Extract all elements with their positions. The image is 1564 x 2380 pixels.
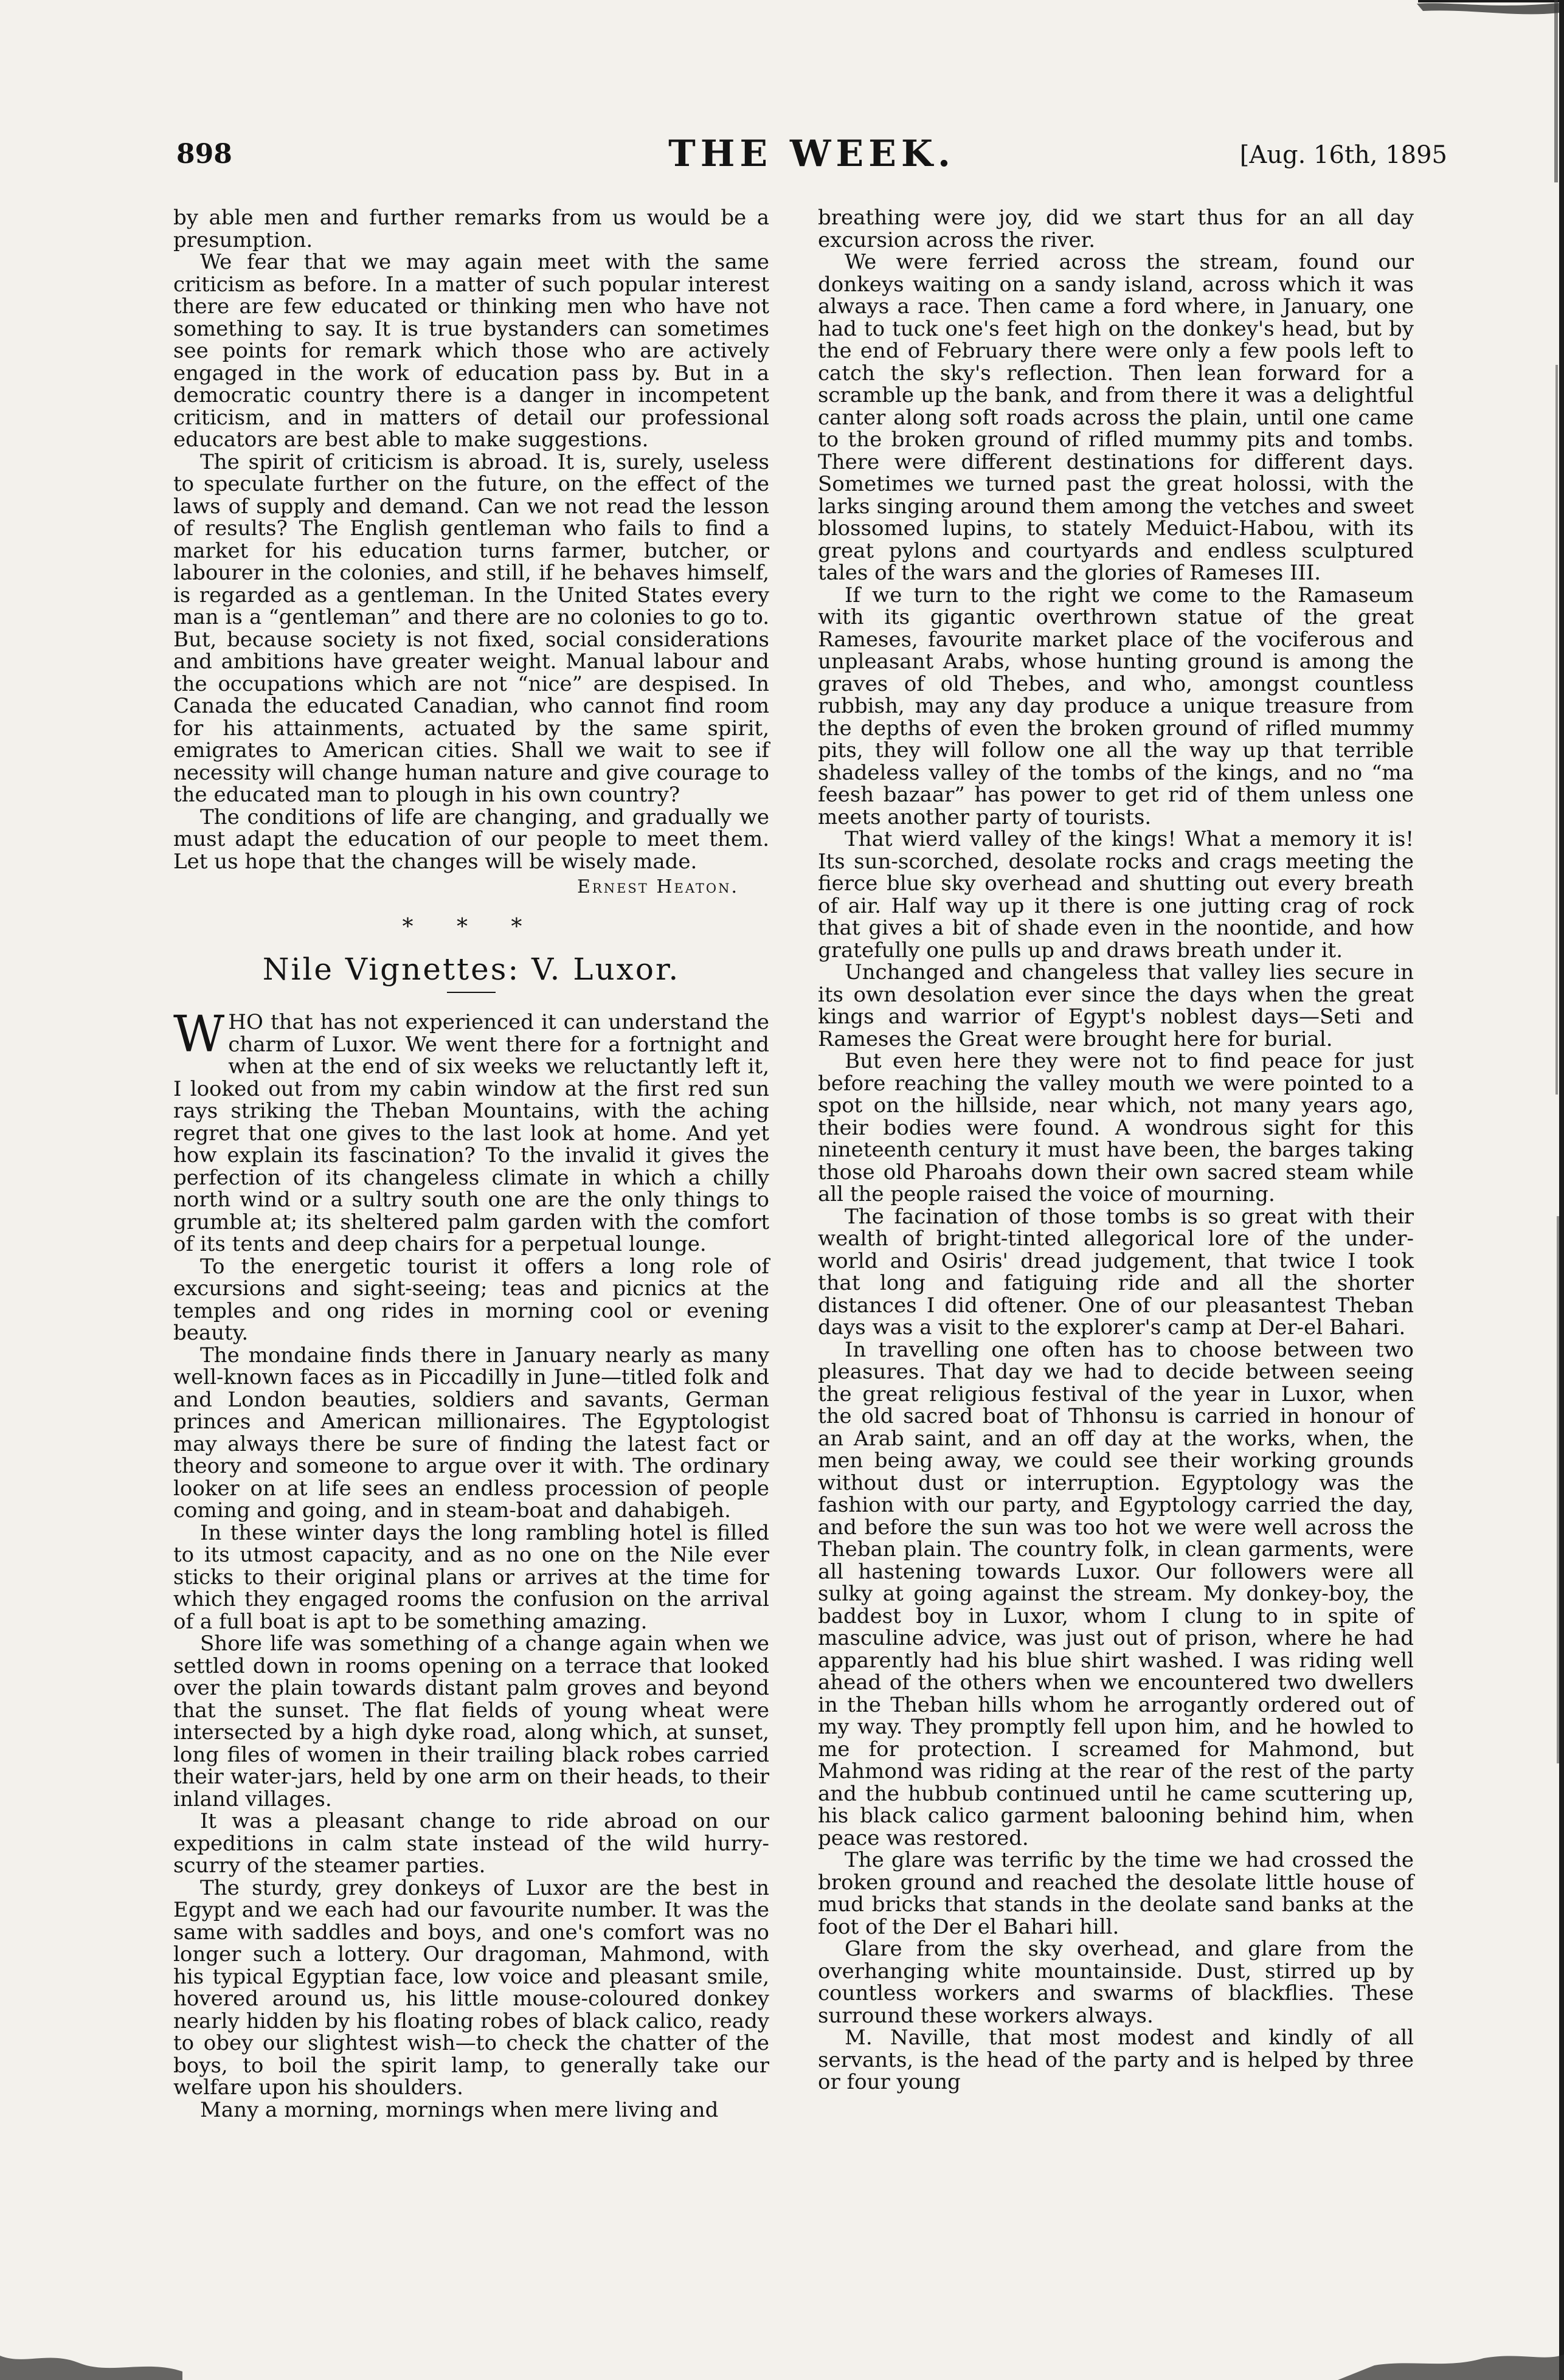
paragraph: The sturdy, grey donkeys of Luxor are the best in Egypt and we each had our favourite number. It was the same with saddles and boys, and one's comfort was no longer such a lottery. Our dragoman, Mahmond, with his typical Egyptian face, low voice and pleasant smile, hovered around us, his little mouse-coloured donkey nearly hidden by his floating robes of black calico, ready to obey our slightest wish—to check the chatter of the boys, to boil the spirit lamp, to generally take our welfare upon his shoulders. — [173, 1875, 769, 2100]
page-number: 898 — [176, 139, 232, 170]
paragraph: But even here they were not to find peace for just before reaching the valley mouth we were pointed to a spot on the hillside, near which, not many years ago, their bodies were found. A wondrous sight for this nineteenth century it must have been, the barges taking those old Pharoahs down their own sacred steam while all the people raised the voice of mourning. — [818, 1049, 1414, 1206]
paragraph: In travelling one often has to choose between two pleasures. That day we had to decide between seeing the great religious festival of the year in Luxor, when the old sacred boat of Thhonsu is carried in honour of an Arab saint, and an off day at the works, when, the men being away, we could see their working grounds without dust or interruption. Egyptology was the fashion with our party, and Egyptology carried the day, and before the sun was too hot we were well across the Theban plain. The country folk, in clean garments, were all hastening towards Luxor. Our followers were all sulky at going against the stream. My donkey-boy, the baddest boy in Luxor, whom I clung to in spite of masculine advice, was just out of prison, where he had apparently had his blue shirt washed. I was riding well ahead of the others when we encountered two dwellers in the Theban hills whom he arrogantly ordered out of my way. They promptly fell upon him, and he howled to me for protection. I screamed for Mahmond, but Mahmond was riding at the rear of the rest of the party and the hubbub continued until he came scuttering up, his black calico garment balooning behind him, when peace was restored. — [818, 1337, 1414, 1850]
issue-date: [Aug. 16th, 1895 — [1239, 141, 1447, 169]
scan-bleed-bottom — [0, 2347, 1564, 2380]
paragraph: If we turn to the right we come to the Ramaseum with its gigantic overthrown statue of the great Rameses, favourite market place of the vociferous and unpleasant Arabs, whose hunting ground is among the graves of old Thebes, and who, amongst countless rubbish, may any day produce a unique treasure from the depths of even the broken ground of rifled mummy pits, they will follow one all the way up that terrible shadeless valley of the tombs of the kings, and no “ma feesh bazaar” has power to get rid of them unless one meets another party of tourists. — [818, 583, 1414, 829]
scan-bleed-right-edge — [1552, 0, 1564, 2380]
paragraph: The glare was terrific by the time we had crossed the broken ground and reached the desolate little house of mud bricks that stands in the deolate sand banks at the foot of the Der el Bahari hill. — [818, 1848, 1414, 1939]
paragraph: We fear that we may again meet with the same criticism as before. In a matter of such popular interest there are few educated or thinking men who have not something to say. It is true bystanders can sometimes see points for remark which those who are actively engaged in the work of education pass by. But in a democratic country there is a danger in incompetent criticism, and in matters of detail our professional educators are best able to make suggestions. — [173, 250, 769, 452]
masthead-title: THE WEEK. — [668, 133, 955, 175]
paragraph: In these winter days the long rambling hotel is filled to its utmost capacity, and as no one on the Nile ever sticks to their original plans or arrives at the time for which they engaged rooms the confusion on the arrival of a full boat is apt to be something amazing. — [173, 1520, 769, 1634]
paragraph: The conditions of life are changing, and gradually we must adapt the education of our people to meet them. Let us hope that the changes will be wisely made. — [173, 804, 769, 874]
paragraph: M. Naville, that most modest and kindly of all servants, is the head of the party and is helped by three or four young — [818, 2025, 1414, 2094]
scan-bleed-top-right — [1417, 0, 1564, 36]
opening-paragraph — [173, 1006, 769, 1256]
drop-cap: W — [173, 1006, 225, 1064]
paragraph: Many a morning, mornings when mere living and — [200, 2097, 719, 2122]
paragraph: breathing were joy, did we start thus for an all day excursion across the river. — [818, 206, 1414, 252]
title-rule — [447, 992, 496, 993]
paragraph: Unchanged and changeless that valley lies secure in its own desolation ever since the days when the great kings and warrior of Egypt's noblest days—Seti and Rameses the Great were brought here for burial. — [818, 960, 1414, 1051]
paragraph: It was a pleasant change to ride abroad on our expeditions in calm state instead of the wild hurry-scurry of the steamer parties. — [173, 1809, 769, 1878]
paragraph: To the energetic tourist it offers a long role of excursions and sight-seeing; teas and picnics at the temples and ong rides in morning cool or evening beauty. — [173, 1254, 769, 1345]
paragraph: The spirit of criticism is abroad. It is, surely, useless to speculate further on the future, on the effect of the laws of supply and demand. Can we not read the lesson of results? The English gentleman who fails to find a market for his education turns farmer, butcher, or labourer in the colonies, and still, if he behaves himself, is regarded as a gentleman. In the United States every man is a “gentleman” and there are no colonies to go to. But, because society is not fixed, social considerations and ambitions have greater weight. Manual labour and the occupations which are not “nice” are despised. In Canada the educated Canadian, who cannot find room for his attainments, actuated by the same spirit, emigrates to American cities. Shall we wait to see if necessity will change human nature and give courage to the educated man to plough in his own country? — [173, 449, 769, 807]
paragraph: Shore life was something of a change again when we settled down in rooms opening on a terrace that looked over the plain towards distant palm groves and beyond that the sunset. The flat fields of young wheat were intersected by a high dyke road, along which, at sunset, long files of women in their trailing black robes carried their water-jars, held by one arm on their heads, to their inland villages. — [173, 1631, 769, 1811]
article-title: Nile Vignettes: V. Luxor. — [262, 952, 680, 987]
paragraph: We were ferried across the stream, found our donkeys waiting on a sandy island, across which it was always a race. Then came a ford where, in January, one had to tuck one's feet high on the donkey's head, but by the end of February there were only a few pools left to catch the sky's reflection. Then lean forward for a scramble up the bank, and from there it was a delightful canter along soft roads across the plain, until one came to the broken ground of rifled mummy pits and tombs. There were different destinations for different days. Sometimes we turned past the great holossi, with the larks singing around them among the vetches and sweet blossomed lupins, to stately Meduict-Habou, with its great pylons and courtyards and endless sculptured tales of the wars and the glories of Rameses III. — [818, 250, 1414, 585]
left-column — [173, 207, 769, 2121]
paragraph: Glare from the sky overhead, and glare from the overhanging white mountainside. Dust, stirred up by countless workers and swarms of blackflies. These surround these workers always. — [818, 1937, 1414, 2028]
paragraph: by able men and further remarks from us would be a presumption. — [173, 206, 769, 252]
paragraph: The facination of those tombs is so great with their wealth of bright-tinted allegorical lore of the under-world and Osiris' dread judgement, that twice I took that long and fatiguing ride and all the shorter distances I did oftener. One of our pleasantest Theban days was a visit to the explorer's camp at Der-el Bahari. — [818, 1204, 1414, 1340]
opening-text: HO that has not experienced it can understand the charm of Luxor. We went there for a fortnight and when at the end of six weeks we reluctantly left it, I looked out from my cabin window at the first red sun rays striking the Theban Mountains, with the aching regret that one gives to the last look at home. And yet how explain its fascination? To the invalid it gives the perfection of its changeless climate in which a chilly north wind or a sultry south one are the only things to grumble at; its sheltered palm garden with the comfort of its tents and deep chairs for a perpetual lounge. — [173, 1010, 769, 1256]
page-header — [176, 133, 1447, 181]
paragraph: That wierd valley of the kings! What a memory it is! Its sun-scorched, desolate rocks and crags meeting the fierce blue sky overhead and shutting out every breath of air. Half way up it there is one jutting crag of rock that gives a bit of shade even in the noontide, and how gratefully one pulls up and draws breath under it. — [818, 827, 1414, 963]
author-signature: Ernest Heaton. — [577, 876, 739, 898]
right-column — [818, 207, 1414, 2094]
paragraph: The mondaine finds there in January nearly as many well-known faces as in Piccadilly in June—titled folk and and London beauties, soldiers and savants, German princes and American millionaires. The Egyptologist may always there be sure of finding the latest fact or theory and someone to argue over it with. The ordinary looker on at life sees an endless procession of people coming and going, and in steam-boat and dahabigeh. — [173, 1343, 769, 1523]
section-separator: * * * — [402, 915, 541, 939]
